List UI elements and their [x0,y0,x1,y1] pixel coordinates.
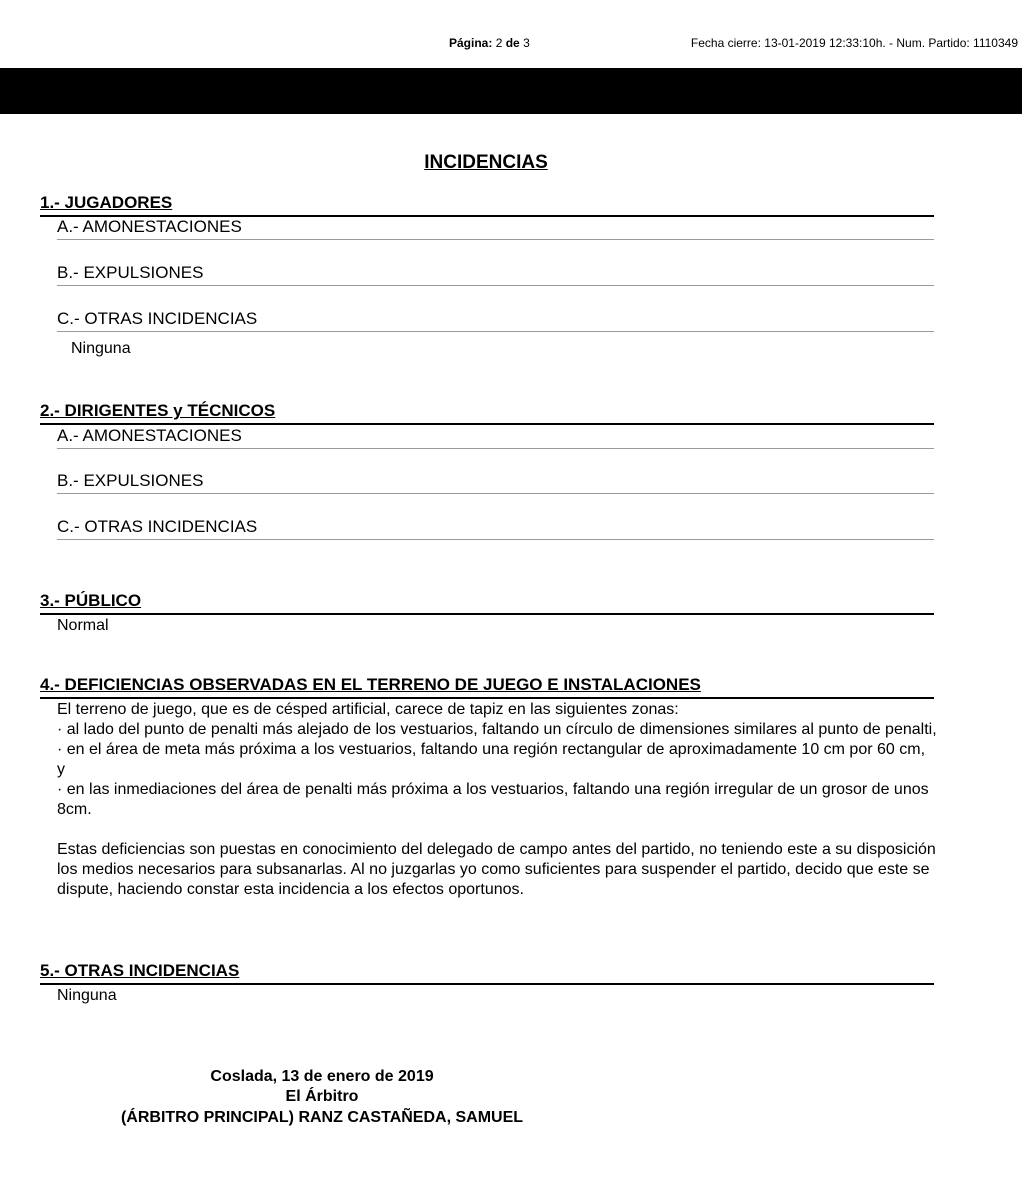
page-title: INCIDENCIAS [424,152,548,173]
section-1-heading [40,193,934,217]
section-5-title: 5.- OTRAS INCIDENCIAS [40,961,240,980]
section-1-title: 1.- JUGADORES [40,193,173,212]
section-2-title: 2.- DIRIGENTES y TÉCNICOS [40,401,276,420]
section-4-title: 4.- DEFICIENCIAS OBSERVADAS EN EL TERRENO DE JUEGO E INSTALACIONES [40,675,701,694]
section-5-heading [40,961,934,985]
section-2-otras: C.- OTRAS INCIDENCIAS [57,517,934,540]
signature-name: (ÁRBITRO PRINCIPAL) RANZ CASTAÑEDA, SAMUEL [120,1109,524,1126]
page-current: 2 [495,36,503,50]
section-3-title: 3.- PÚBLICO [40,591,142,610]
page-header [0,36,1022,52]
section-4-body [57,700,937,900]
section-1-otras: C.- OTRAS INCIDENCIAS [57,309,934,332]
close-date-info: Fecha cierre: 13-01-2019 12:33:10h. - Num. Partido: 1110349 [690,36,1018,50]
section-2-amonestaciones: A.- AMONESTACIONES [57,426,934,449]
section-1-otras-text: Ninguna [71,340,131,357]
section-1-amonestaciones: A.- AMONESTACIONES [57,217,934,240]
section-3-heading [40,591,934,615]
section-4-line: · al lado del punto de penalti más alejado de los vestuarios, faltando un círculo de dimensiones similares al punto de penalti, [57,721,937,738]
header-bar [0,68,1022,114]
page-total: 3 [523,36,530,50]
signature-role: El Árbitro [285,1088,359,1105]
section-2-heading [40,401,934,425]
section-4-heading [40,675,934,699]
section-4-line: · en el área de meta más próxima a los vestuarios, faltando una región rectangular de aproximadamente 10 cm por 60 cm, y [57,741,926,778]
section-4-line: El terreno de juego, que es de césped artificial, carece de tapiz en las siguientes zonas: [57,701,679,718]
page-of: de [505,36,520,50]
signature-place-date: Coslada, 13 de enero de 2019 [210,1068,434,1085]
section-5-text: Ninguna [57,987,117,1004]
section-3-text: Normal [57,617,109,634]
page-label: Página: [449,36,493,50]
section-4-line: · en las inmediaciones del área de penalti más próxima a los vestuarios, faltando una región irregular de un grosor de unos 8cm. [57,781,929,818]
page-indicator [449,36,530,50]
section-4-paragraph-2: Estas deficiencias son puestas en conocimiento del delegado de campo antes del partido, no teniendo este a su disposición los medios necesarios para subsanarlas. Al no juzgarlas yo como suficientes para suspender el partido, decido que este se dispute, haciendo constar esta incidencia a los efectos oportunos. [57,841,936,898]
section-1-expulsiones: B.- EXPULSIONES [57,263,934,286]
section-2-expulsiones: B.- EXPULSIONES [57,471,934,494]
